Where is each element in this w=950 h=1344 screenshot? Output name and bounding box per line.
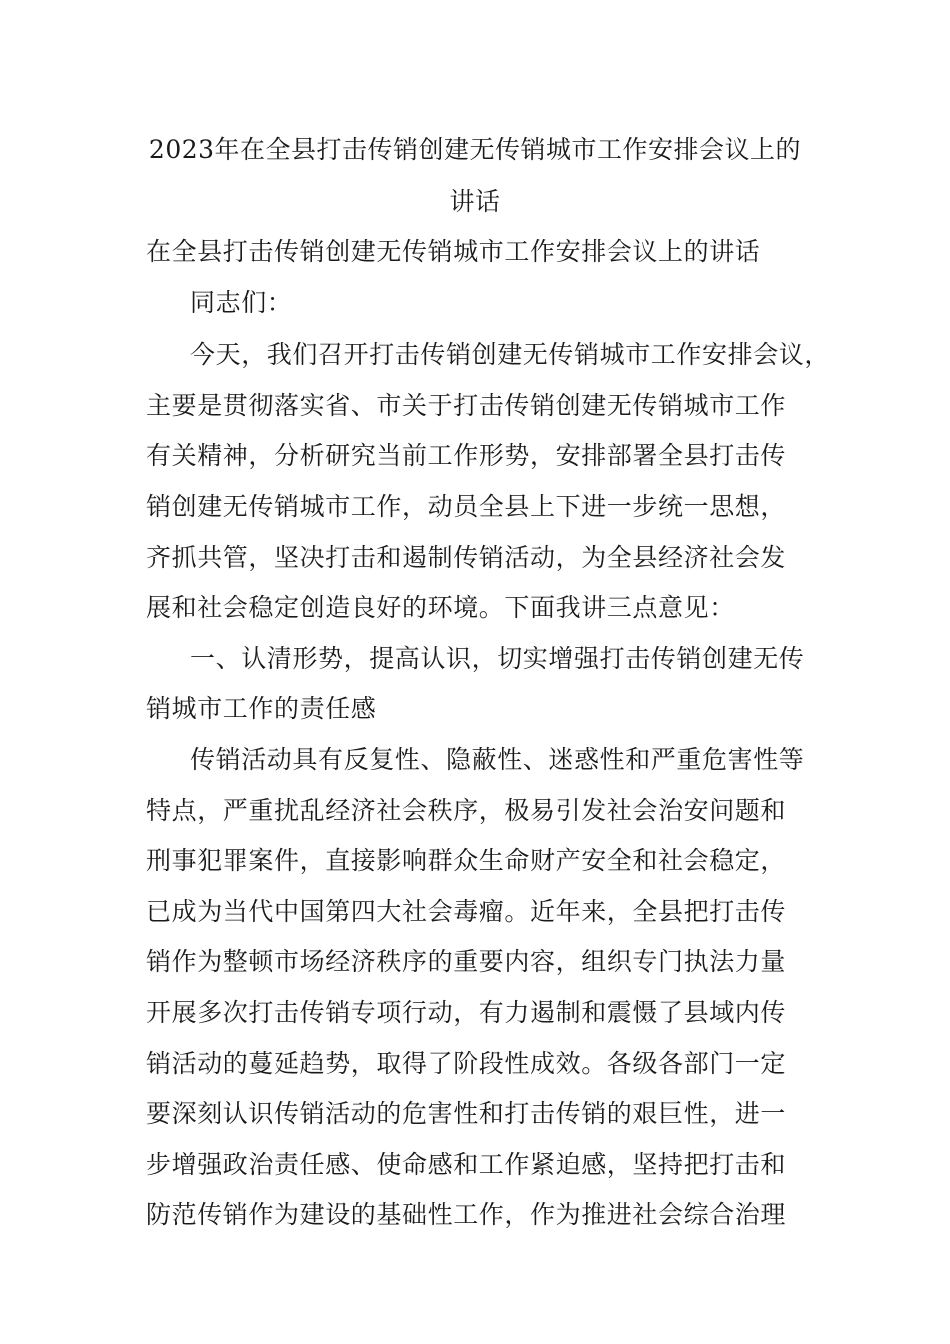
body-line: 传销活动具有反复性、隐蔽性、迷惑性和严重危害性等 [190,745,805,774]
body-line: 刑事犯罪案件，直接影响群众生命财产安全和社会稳定， [146,846,787,875]
body-line: 有关精神，分析研究当前工作形势，安排部署全县打击传 [146,441,787,470]
body-line: 特点，严重扰乱经济社会秩序，极易引发社会治安问题和 [146,796,787,825]
body-line: 已成为当代中国第四大社会毒瘤。近年来，全县把打击传 [146,897,787,926]
body-line: 防范传销作为建设的基础性工作，作为推进社会综合治理 [146,1200,787,1229]
body-line: 销创建无传销城市工作，动员全县上下进一步统一思想， [146,492,787,521]
document-title-line-1: 2023年在全县打击传销创建无传销城市工作安排会议上的 [148,135,802,164]
section-heading-line: 一、认清形势，提高认识，切实增强打击传销创建无传 [190,644,805,673]
body-line: 步增强政治责任感、使命感和工作紧迫感，坚持把打击和 [146,1150,787,1179]
body-line: 要深刻认识传销活动的危害性和打击传销的艰巨性，进一 [146,1099,787,1128]
section-heading-line: 销城市工作的责任感 [146,694,377,723]
document-title-line-2: 讲话 [449,187,501,216]
body-line: 销作为整顿市场经济秩序的重要内容，组织专门执法力量 [146,947,787,976]
document-subtitle: 在全县打击传销创建无传销城市工作安排会议上的讲话 [146,237,761,266]
body-line: 主要是贯彻落实省、市关于打击传销创建无传销城市工作 [146,391,787,420]
body-line: 展和社会稳定创造良好的环境。下面我讲三点意见： [146,593,735,622]
body-line: 开展多次打击传销专项行动，有力遏制和震慑了县域内传 [146,998,787,1027]
body-line: 齐抓共管，坚决打击和遏制传销活动，为全县经济社会发 [146,543,787,572]
body-line: 销活动的蔓延趋势，取得了阶段性成效。各级各部门一定 [146,1049,787,1078]
body-line: 今天，我们召开打击传销创建无传销城市工作安排会议， [190,340,831,369]
salutation: 同志们： [190,288,293,317]
